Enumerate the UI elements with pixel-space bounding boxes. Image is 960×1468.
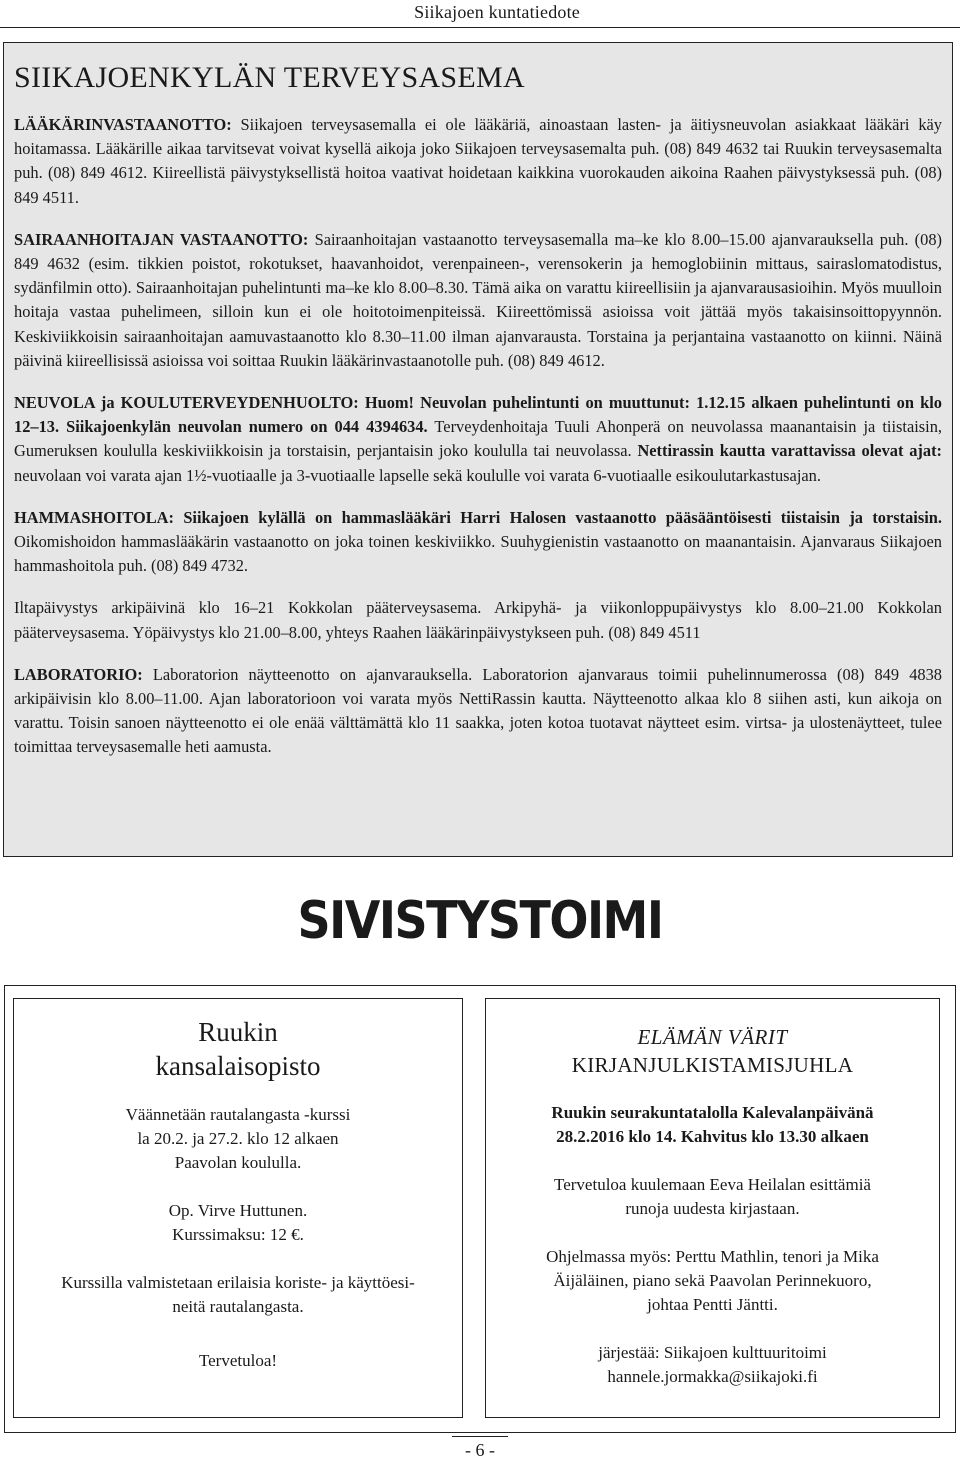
page-number-rule [452,1436,508,1437]
book-launch-welcome-1: Tervetuloa kuulemaan Eeva Heilalan esittämiä [554,1175,871,1194]
doctor-reception-text: Siikajoen terveysasemalla ei ole lääkäriä, ainoastaan lasten- ja äitiysneuvolan asiakkaat lääkäri käy hoitamassa. Lääkärille aikaa tarvitsevat voivat kysellä aikoja joko Siikajoen terveysasemalta puh. (08) 849 4632 tai Ruukin terveysasemalta puh. (08) 849 4612. Kiireellistä päivystyksellistä hoitoa vaativat hoidetaan kaikkina vuorokauden aikoina Raahen päivystyksessä puh. (08) 849 4511. [14,115,942,207]
book-launch-venue: Ruukin seurakuntatalolla Kalevalanpäivänä [551,1103,874,1122]
book-launch-title-2: KIRJANJULKISTAMISJUHLA [571,1053,854,1077]
kansalaisopisto-title-2: kansalaisopisto [155,1051,321,1081]
laboratory-label: LABORATORIO: [14,664,143,684]
book-launch-time: 28.2.2016 klo 14. Kahvitus klo 13.30 alkaen [556,1127,869,1146]
events-outer-box [4,985,956,1433]
book-launch-program-1: Ohjelmassa myös: Perttu Mathlin, tenori ja Mika [546,1247,879,1266]
afternoon-duty-paragraph: Iltapäivystys arkipäivinä klo 16–21 Kokkolan pääterveysasema. Arkipyhä- ja viikonloppupäivystys klo 8.00–21.00 Kokkolan pääterveysasema. Yöpäivystys klo 21.00–8.00, yhteys Raahen lääkärinpäivystykseen puh. (08) 849 4511 [14,598,942,642]
neuvola-text-1: Terveydenhoitaja Tuuli Ahonperä on neuvolassa maanantaisin ja tiistaisin, Gumeruksen koululla keskiviikkoisin ja torstaisin, perjantaisin joko koululla tai neuvolassa. [14,417,942,461]
kansalaisopisto-title-1: Ruukin [198,1017,278,1047]
neuvola-text-2: neuvolaan voi varata ajan 1½-vuotiaalle ja 3-vuotiaalle lapselle sekä koululle voi varata 6-vuotiaalle esikoulutarkastusajan. [14,465,821,485]
dental-text: Oikomishoidon hammaslääkärin vastaanotto on joka toinen keskiviikko. Suuhygienistin vastaanotto on maanantaisin. Ajanvaraus Siikajoen hammashoitola puh. (08) 849 4732. [14,532,942,576]
course-place: Paavolan koululla. [174,1153,302,1172]
dental-bold: HAMMASHOITOLA: Siikajoen kylällä on hammaslääkäri Harri Halosen vastaanotto pääsääntöisesti tiistaisin ja torstaisin. [14,507,942,527]
course-description-1: Kurssilla valmistetaan erilaisia koriste- ja käyttöesi- [61,1273,415,1292]
doctor-reception-paragraph [14,113,942,210]
nurse-reception-paragraph [14,228,942,373]
book-launch-title-1: ELÄMÄN VÄRIT [637,1025,788,1049]
health-station-title: SIIKAJOENKYLÄN TERVEYSASEMA [14,61,525,94]
course-teacher: Op. Virve Huttunen. [168,1201,308,1220]
course-fee: Kurssimaksu: 12 €. [172,1225,304,1244]
laboratory-paragraph [14,663,942,760]
course-welcome: Tervetuloa! [198,1351,278,1370]
neuvola-bold-2: Nettirassin kautta varattavissa olevat ajat: [637,441,942,461]
neuvola-bold: NEUVOLA ja KOULUTERVEYDENHUOLTO: Huom! Neuvolan puhelintunti on muuttunut: 1.12.15 alkaen puhelintunti on klo 12–13. Siikajoenkylän neuvolan numero on 044 4394634. [14,393,942,437]
book-launch-program-2: Äijäläinen, piano sekä Paavolan Perinnekuoro, [553,1271,872,1290]
sivistystoimi-title: SIVISTYSTOIMI [297,889,663,951]
health-station-box [3,42,953,857]
book-launch-email: hannele.jormakka@siikajoki.fi [607,1367,818,1386]
page-number: - 6 - [465,1440,495,1460]
nurse-reception-text: Sairaanhoitajan vastaanotto terveysasemalla ma–ke klo 8.00–15.00 ajanvarauksella puh. (08) 849 4632 (esim. tikkien poistot, rokotukset, haavanhoidot, verenpaineen-, verensokerin ja hemoglobiinin mittaus, sairaslomatodistus, sydänfilmin otto). Sairaanhoitajan puhelintunti ma–ke klo 8.00–8.30. Tämä aika on varattu kiireellisiin ja ajanvarausasioihin. Myös muulloin hoitaja vastaa puhelimeen, silloin kun ei ole hoitotoimenpiteissä. Kiireettömissä asioissa voit jättää myös takaisinsoittopyynnön. Keskiviikkoisin sairaanhoitajan aamuvastaanotto klo 8.30–11.00 ilman ajanvarausta. Torstaina ja perjantaina vastaanotto on kiinni. Näinä päivinä kiireellisissä asioissa voi soittaa Ruukin lääkärinvastaanotolle puh. (08) 849 4612. [14,229,942,370]
newsletter-header: Siikajoen kuntatiedote [414,2,580,22]
book-launch-organizer: järjestää: Siikajoen kulttuuritoimi [598,1343,827,1362]
neuvola-paragraph [14,391,942,488]
book-launch-box [485,998,940,1418]
kansalaisopisto-box [13,998,463,1418]
course-name: Väännetään rautalangasta -kurssi [125,1105,351,1124]
header-rule [0,27,960,28]
course-description-2: neitä rautalangasta. [172,1297,304,1316]
book-launch-welcome-2: runoja uudesta kirjastaan. [625,1199,800,1218]
dental-paragraph [14,506,942,579]
course-dates: la 20.2. ja 27.2. klo 12 alkaen [137,1129,339,1148]
nurse-reception-label: SAIRAANHOITAJAN VASTAANOTTO: [14,229,309,249]
doctor-reception-label: LÄÄKÄRINVASTAANOTTO: [14,115,232,134]
laboratory-text: Laboratorion näytteenotto on ajanvarauksella. Laboratorion ajanvaraus toimii puhelinnumerossa (08) 849 4838 arkipäivisin klo 8.00–11.00. Ajan laboratorioon voi varata myös NettiRassin kautta. Näytteenotto alkaa klo 8 siihen asti, kun aikoja on varattu. Toisin sanoen näytteenotto ei ole enää välttämättä klo 11 saakka, joten kotoa tuotavat näytteet esim. virtsa- ja ulostenäytteet, tulee toimittaa terveysasemalle heti aamusta. [14,664,942,757]
book-launch-program-3: johtaa Pentti Jäntti. [647,1295,778,1314]
